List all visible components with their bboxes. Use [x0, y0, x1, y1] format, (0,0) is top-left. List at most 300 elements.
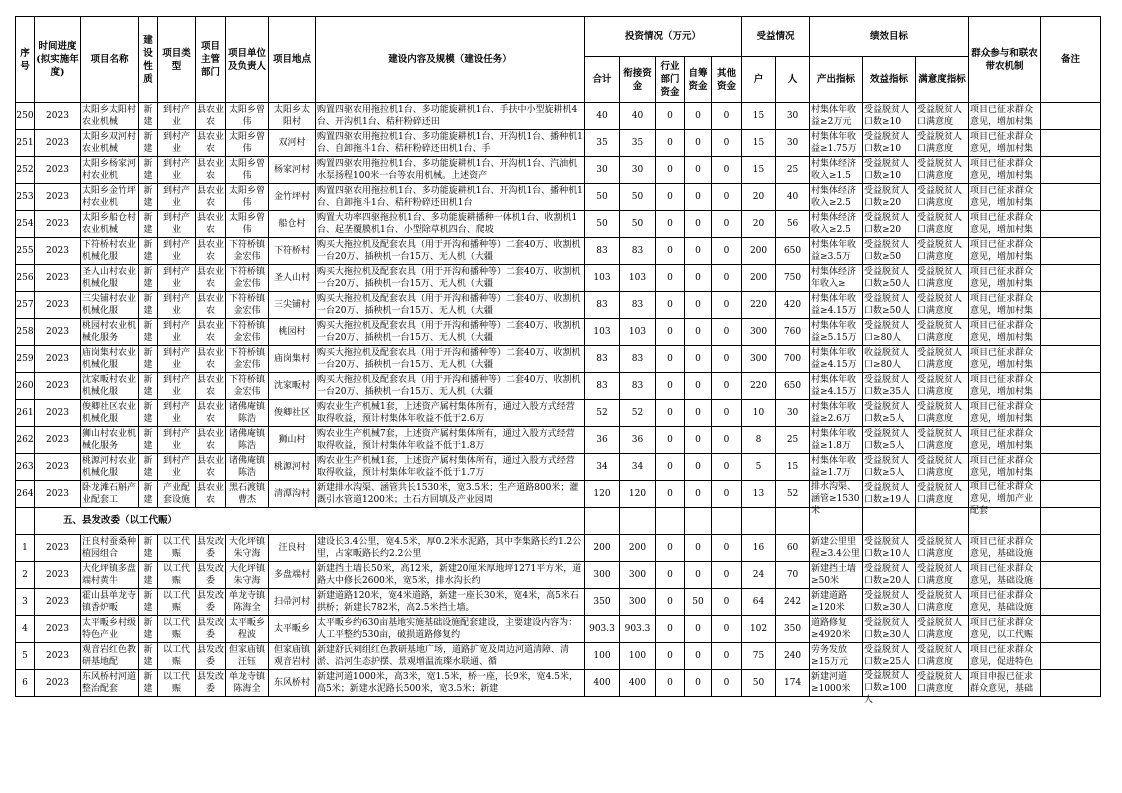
- row-name: 霍山县单龙寺镇香炉畈: [81, 589, 139, 616]
- row-name: 狮山村农业机械化服务: [81, 427, 139, 454]
- row-total: 30: [585, 157, 620, 184]
- row-nature: 新建: [139, 157, 158, 184]
- row-effect: 受益脱贫人口数≥19人: [863, 481, 916, 508]
- header-satisfaction: 满意度指标: [916, 57, 969, 103]
- row-resp: 单龙寺镇陈海全: [226, 670, 269, 697]
- section-title: 五、县发改委（以工代赈）: [35, 508, 585, 535]
- table-row: [16, 427, 1101, 454]
- row-seq: 250: [16, 103, 35, 130]
- row-loc: 狮山村: [269, 427, 316, 454]
- row-seq: 260: [16, 373, 35, 400]
- row-mechanism: 项目已征求群众意见，增加村集: [969, 400, 1041, 427]
- row-resp: 下符桥镇金宏伟: [226, 346, 269, 373]
- row-industry: 0: [656, 481, 685, 508]
- row-self: 0: [685, 400, 712, 427]
- row-resp: 下符桥镇金宏伟: [226, 373, 269, 400]
- row-type: 以工代赈: [158, 670, 196, 697]
- row-dept: 县发改委: [196, 562, 226, 589]
- row-seq: 251: [16, 130, 35, 157]
- section-row: [16, 508, 1101, 535]
- row-name: 太阳乡杨家河村农业机: [81, 157, 139, 184]
- row-seq: 262: [16, 427, 35, 454]
- row-seq: 254: [16, 211, 35, 238]
- row-total: 120: [585, 481, 620, 508]
- table-row: [16, 319, 1101, 346]
- row-other: 0: [712, 616, 742, 643]
- row-other: 0: [712, 373, 742, 400]
- row-satisfaction: 受益脱贫人口满意度: [916, 184, 969, 211]
- row-households: 220: [742, 373, 776, 400]
- row-content: 建设长3.4公里，宽4.5米，厚0.2米水泥路，其中李集路长约1.2公里，占家畈路长约2.2公里: [316, 535, 585, 562]
- row-people: 700: [776, 346, 810, 373]
- row-nature: 新建: [139, 616, 158, 643]
- row-industry: 0: [656, 265, 685, 292]
- row-mechanism: 项目已征求群众意见，促进特色: [969, 643, 1041, 670]
- row-households: 200: [742, 238, 776, 265]
- project-table: [15, 16, 1101, 705]
- row-year: 2023: [35, 670, 81, 697]
- row-direct: 83: [620, 238, 656, 265]
- row-self: 0: [685, 427, 712, 454]
- header-effect: 效益指标: [863, 57, 916, 103]
- row-output: 新建河道≥1000米: [810, 670, 863, 697]
- table-row: [16, 589, 1101, 616]
- section-blank: [656, 508, 685, 535]
- row-households: 15: [742, 103, 776, 130]
- row-satisfaction: 受益脱贫人口满意度: [916, 211, 969, 238]
- header-dept: 项目主管部门: [196, 17, 226, 103]
- row-resp: 下符桥镇金宏伟: [226, 265, 269, 292]
- row-households: 15: [742, 130, 776, 157]
- row-remark: [1041, 454, 1101, 481]
- row-remark: [1041, 292, 1101, 319]
- row-households: 5: [742, 454, 776, 481]
- row-industry: 0: [656, 157, 685, 184]
- row-households: 16: [742, 535, 776, 562]
- row-mechanism: 项目已征求群众意见，基础设施: [969, 562, 1041, 589]
- table-row: [16, 238, 1101, 265]
- row-nature: 新建: [139, 589, 158, 616]
- row-type: 到村产业: [158, 130, 196, 157]
- row-year: 2023: [35, 319, 81, 346]
- row-content: 购置四驱农用拖拉机1台、多功能旋耕机1台、开沟机1台、播种机1台、自卸拖斗1台、秸秆粉碎还田机1台、手: [316, 130, 585, 157]
- row-effect: 受益脱贫人口数≥50人: [863, 265, 916, 292]
- row-remark: [1041, 211, 1101, 238]
- row-satisfaction: 受益脱贫人口满意度: [916, 319, 969, 346]
- row-loc: 太平畈乡: [269, 616, 316, 643]
- row-industry: 0: [656, 346, 685, 373]
- row-type: 到村产业: [158, 292, 196, 319]
- row-people: 174: [776, 670, 810, 697]
- row-seq: 255: [16, 238, 35, 265]
- row-dept: 县农业农: [196, 373, 226, 400]
- row-nature: 新建: [139, 319, 158, 346]
- row-loc: 船仓村: [269, 211, 316, 238]
- row-dept: 县农业农: [196, 292, 226, 319]
- row-effect: 受益脱贫人口数≥30人: [863, 589, 916, 616]
- row-total: 40: [585, 103, 620, 130]
- row-households: 75: [742, 643, 776, 670]
- row-industry: 0: [656, 400, 685, 427]
- row-self: 0: [685, 643, 712, 670]
- row-name: 太阳乡太阳村农业机械: [81, 103, 139, 130]
- row-content: 购农业生产机械7套，上述资产属村集体所有，通过入股方式经营取得收益，预计村集体年收益不低于1.8万: [316, 427, 585, 454]
- row-type: 以工代赈: [158, 616, 196, 643]
- row-direct: 200: [620, 535, 656, 562]
- row-content: 购买大拖拉机及配套农具（用于开沟和播种等）二套40万、收割机一台20万、插秧机一台15万、无人机（大疆: [316, 238, 585, 265]
- row-industry: 0: [656, 427, 685, 454]
- row-effect: 受益脱贫人口数≥10: [863, 130, 916, 157]
- row-industry: 0: [656, 103, 685, 130]
- row-type: 到村产业: [158, 184, 196, 211]
- row-effect: 受益脱贫人口数≥10人: [863, 535, 916, 562]
- row-self: 0: [685, 481, 712, 508]
- row-people: 70: [776, 562, 810, 589]
- row-people: 60: [776, 535, 810, 562]
- header-invest-group: 投资情况（万元）: [585, 17, 742, 57]
- row-satisfaction: 受益脱贫人口满意度: [916, 427, 969, 454]
- row-name: 观音岩红色教研基地配: [81, 643, 139, 670]
- row-loc: 汪良村: [269, 535, 316, 562]
- row-output: 村集体年收益≥1.8万: [810, 427, 863, 454]
- row-output: 村集体年收益≥4.15万: [810, 292, 863, 319]
- row-year: 2023: [35, 643, 81, 670]
- row-remark: [1041, 184, 1101, 211]
- header-total: 合计: [585, 57, 620, 103]
- row-people: 650: [776, 373, 810, 400]
- row-remark: [1041, 130, 1101, 157]
- row-households: 64: [742, 589, 776, 616]
- section-blank: [620, 508, 656, 535]
- row-resp: 单龙寺镇陈海全: [226, 589, 269, 616]
- row-output: 村集体年收益≥1.75万: [810, 130, 863, 157]
- row-remark: [1041, 481, 1101, 508]
- row-dept: 县农业农: [196, 400, 226, 427]
- section-blank: [585, 508, 620, 535]
- row-effect: 收益脱贫人口≥80人: [863, 346, 916, 373]
- row-dept: 县农业农: [196, 130, 226, 157]
- table-row: [16, 481, 1101, 508]
- row-output: 新建挡土墙≥50米: [810, 562, 863, 589]
- row-resp: 但家庙镇汪钰: [226, 643, 269, 670]
- row-total: 103: [585, 265, 620, 292]
- row-total: 350: [585, 589, 620, 616]
- row-resp: 诸佛庵镇陈浩: [226, 454, 269, 481]
- row-self: 0: [685, 184, 712, 211]
- row-effect: 受益脱贫人口数≥50: [863, 238, 916, 265]
- row-nature: 新建: [139, 400, 158, 427]
- row-nature: 新建: [139, 643, 158, 670]
- row-seq: 259: [16, 346, 35, 373]
- row-nature: 新建: [139, 562, 158, 589]
- row-self: 0: [685, 211, 712, 238]
- row-remark: [1041, 427, 1101, 454]
- row-industry: 0: [656, 184, 685, 211]
- row-remark: [1041, 346, 1101, 373]
- header-name: 项目名称: [81, 17, 139, 103]
- row-effect: 受益脱贫人口数≥5人: [863, 400, 916, 427]
- row-total: 52: [585, 400, 620, 427]
- row-name: 三尖铺村农业机械化服: [81, 292, 139, 319]
- row-people: 30: [776, 400, 810, 427]
- row-dept: 县农业农: [196, 184, 226, 211]
- row-name: 桃源河村农业机械化服: [81, 454, 139, 481]
- row-people: 40: [776, 184, 810, 211]
- row-remark: [1041, 400, 1101, 427]
- row-satisfaction: 受益脱贫人口满意度: [916, 643, 969, 670]
- row-output: 村集体经济收入≥2.5: [810, 184, 863, 211]
- row-households: 10: [742, 400, 776, 427]
- table-row: [16, 103, 1101, 130]
- row-name: 太平畈乡村级特色产业: [81, 616, 139, 643]
- row-people: 56: [776, 211, 810, 238]
- row-other: 0: [712, 211, 742, 238]
- row-output: 排水沟渠、涵管≥1530米: [810, 481, 863, 508]
- row-satisfaction: 受益脱贫人口满意度: [916, 562, 969, 589]
- row-year: 2023: [35, 103, 81, 130]
- row-seq: 6: [16, 670, 35, 697]
- row-content: 购农业生产机械1套，上述资产属村集体所有，通过入股方式经营取得收益，预计村集体年收益不低于2.6万: [316, 400, 585, 427]
- row-name: 太阳乡船仓村农业机械: [81, 211, 139, 238]
- row-self: 0: [685, 103, 712, 130]
- row-loc: 下符桥村: [269, 238, 316, 265]
- table-row: [16, 643, 1101, 670]
- row-people: 15: [776, 454, 810, 481]
- row-year: 2023: [35, 454, 81, 481]
- row-loc: 圣人山村: [269, 265, 316, 292]
- header-industry: 行业部门资金: [656, 57, 685, 103]
- row-loc: 太阳乡太阳村: [269, 103, 316, 130]
- row-people: 30: [776, 103, 810, 130]
- row-year: 2023: [35, 616, 81, 643]
- project-table-sheet: [15, 16, 1100, 705]
- header-mechanism: 群众参与和联农带农机制: [969, 17, 1041, 103]
- row-seq: 263: [16, 454, 35, 481]
- row-dept: 县农业农: [196, 319, 226, 346]
- row-satisfaction: 受益脱贫人口满意度: [916, 103, 969, 130]
- row-name: 太阳乡金竹坪村农业机: [81, 184, 139, 211]
- row-industry: 0: [656, 130, 685, 157]
- row-loc: 东风桥村: [269, 670, 316, 697]
- row-industry: 0: [656, 643, 685, 670]
- row-year: 2023: [35, 292, 81, 319]
- header-year: 时间进度(拟实施年度): [35, 17, 81, 103]
- row-direct: 400: [620, 670, 656, 697]
- row-industry: 0: [656, 670, 685, 697]
- row-self: 0: [685, 346, 712, 373]
- row-mechanism: 项目已征求群众意见，增加村集: [969, 427, 1041, 454]
- row-total: 103: [585, 319, 620, 346]
- row-loc: 但家庙镇观音岩村: [269, 643, 316, 670]
- row-satisfaction: 受益脱贫人口满意度: [916, 265, 969, 292]
- table-row: [16, 616, 1101, 643]
- row-direct: 103: [620, 319, 656, 346]
- row-people: 420: [776, 292, 810, 319]
- row-mechanism: 项目已征求群众意见，增加村集: [969, 130, 1041, 157]
- row-mechanism: 项目已征求群众意见，增加村集: [969, 184, 1041, 211]
- row-satisfaction: 受益脱贫人口满意度: [916, 373, 969, 400]
- row-mechanism: 项目已征求群众意见，增加村集: [969, 454, 1041, 481]
- row-type: 到村产业: [158, 103, 196, 130]
- row-self: 0: [685, 616, 712, 643]
- row-other: 0: [712, 130, 742, 157]
- row-households: 13: [742, 481, 776, 508]
- row-remark: [1041, 616, 1101, 643]
- row-type: 到村产业: [158, 319, 196, 346]
- row-direct: 903.3: [620, 616, 656, 643]
- row-satisfaction: 受益脱贫人口满意度: [916, 400, 969, 427]
- row-resp: 太阳乡曾伟: [226, 103, 269, 130]
- table-row: [16, 400, 1101, 427]
- row-total: 400: [585, 670, 620, 697]
- row-seq: 3: [16, 589, 35, 616]
- row-loc: 扫帚河村: [269, 589, 316, 616]
- row-name: 东风桥村河道整治配套: [81, 670, 139, 697]
- row-satisfaction: 受益脱贫人口满意度: [916, 130, 969, 157]
- row-resp: 太阳乡曾伟: [226, 211, 269, 238]
- row-other: 0: [712, 103, 742, 130]
- row-remark: [1041, 373, 1101, 400]
- row-other: 0: [712, 184, 742, 211]
- row-total: 83: [585, 346, 620, 373]
- row-people: 650: [776, 238, 810, 265]
- row-self: 0: [685, 292, 712, 319]
- row-self: 0: [685, 535, 712, 562]
- row-remark: [1041, 238, 1101, 265]
- row-content: 新建道路120米，宽4米道路，新建一座长30米，宽4米，高5米石拱桥；新建长782米，高2.5米挡土墙。: [316, 589, 585, 616]
- row-other: 0: [712, 319, 742, 346]
- row-seq: 256: [16, 265, 35, 292]
- row-output: 劳务发放≥15万元: [810, 643, 863, 670]
- row-output: 村集体经济年收入≥: [810, 265, 863, 292]
- row-total: 300: [585, 562, 620, 589]
- row-year: 2023: [35, 481, 81, 508]
- row-nature: 新建: [139, 535, 158, 562]
- row-nature: 新建: [139, 238, 158, 265]
- row-households: 20: [742, 184, 776, 211]
- header-type: 项目类型: [158, 17, 196, 103]
- row-type: 到村产业: [158, 211, 196, 238]
- row-direct: 103: [620, 265, 656, 292]
- row-total: 36: [585, 427, 620, 454]
- row-content: 太平畈乡约630亩基地实施基础设施配套建设，主要建设内容为：人工平整约530亩，破损道路修复约: [316, 616, 585, 643]
- row-self: 0: [685, 238, 712, 265]
- row-seq: 253: [16, 184, 35, 211]
- row-content: 购置四驱农用拖拉机1台、多功能旋耕机1台、手扶中小型旋耕机4台、开沟机1台、秸秆粉碎还田: [316, 103, 585, 130]
- header-resp: 项目单位及负责人: [226, 17, 269, 103]
- row-direct: 120: [620, 481, 656, 508]
- section-blank: [863, 508, 916, 535]
- row-people: 25: [776, 157, 810, 184]
- row-mechanism: 项目已征求群众意见，增加村集: [969, 157, 1041, 184]
- row-households: 24: [742, 562, 776, 589]
- header-perf-group: 绩效目标: [810, 17, 969, 57]
- row-dept: 县发改委: [196, 670, 226, 697]
- row-name: 俊卿社区农业机械化服: [81, 400, 139, 427]
- section-blank: [16, 508, 35, 535]
- row-total: 200: [585, 535, 620, 562]
- row-industry: 0: [656, 616, 685, 643]
- row-people: 240: [776, 643, 810, 670]
- row-resp: 大化坪镇朱守海: [226, 562, 269, 589]
- row-households: 300: [742, 319, 776, 346]
- row-self: 0: [685, 373, 712, 400]
- row-other: 0: [712, 670, 742, 697]
- row-effect: 受益脱贫人口≥80人: [863, 319, 916, 346]
- row-direct: 50: [620, 211, 656, 238]
- row-year: 2023: [35, 130, 81, 157]
- row-direct: 83: [620, 292, 656, 319]
- row-mechanism: 项目已征求群众意见，基础设施: [969, 589, 1041, 616]
- row-content: 新建河道1000米，高3米，宽1.5米，桥一座，长9米，宽4.5米，高5米；新建水泥路长500米，宽3.5米；新建: [316, 670, 585, 697]
- row-people: 242: [776, 589, 810, 616]
- row-mechanism: 项目已征求群众意见，增加村集: [969, 103, 1041, 130]
- row-satisfaction: 受益脱贫人口满意度: [916, 616, 969, 643]
- row-content: 购置四驱农用拖拉机1台、多功能旋耕机1台、开沟机1台、汽油机水泵扬程100米一台等农用机械。上述资产: [316, 157, 585, 184]
- header-people: 人: [776, 57, 810, 103]
- row-households: 15: [742, 157, 776, 184]
- row-mechanism: 项目已征求群众意见，增加村集: [969, 211, 1041, 238]
- row-total: 83: [585, 292, 620, 319]
- row-people: 25: [776, 427, 810, 454]
- row-year: 2023: [35, 157, 81, 184]
- row-resp: 太阳乡曾伟: [226, 184, 269, 211]
- row-year: 2023: [35, 211, 81, 238]
- row-year: 2023: [35, 400, 81, 427]
- row-remark: [1041, 670, 1101, 697]
- row-dept: 县发改委: [196, 589, 226, 616]
- row-people: 760: [776, 319, 810, 346]
- row-satisfaction: 受益脱贫人口满意度: [916, 535, 969, 562]
- row-type: 到村产业: [158, 238, 196, 265]
- row-satisfaction: 受益脱贫人口满意度: [916, 589, 969, 616]
- row-industry: 0: [656, 238, 685, 265]
- row-resp: 太平畈乡程波: [226, 616, 269, 643]
- row-industry: 0: [656, 292, 685, 319]
- row-nature: 新建: [139, 427, 158, 454]
- row-remark: [1041, 157, 1101, 184]
- row-loc: 沈家畈村: [269, 373, 316, 400]
- row-industry: 0: [656, 373, 685, 400]
- row-type: 到村产业: [158, 157, 196, 184]
- row-people: 350: [776, 616, 810, 643]
- row-dept: 县农业农: [196, 481, 226, 508]
- row-households: 200: [742, 265, 776, 292]
- row-year: 2023: [35, 373, 81, 400]
- row-type: 到村产业: [158, 427, 196, 454]
- row-remark: [1041, 535, 1101, 562]
- row-type: 以工代赈: [158, 589, 196, 616]
- row-effect: 受益脱贫人口数≥5人: [863, 454, 916, 481]
- row-year: 2023: [35, 184, 81, 211]
- row-resp: 诸佛庵镇陈浩: [226, 427, 269, 454]
- row-content: 购买大拖拉机及配套农具（用于开沟和播种等）二套40万、收割机一台20万、插秧机一台15万、无人机（大疆: [316, 346, 585, 373]
- row-effect: 受益脱贫人口数≥10: [863, 103, 916, 130]
- row-type: 以工代赈: [158, 562, 196, 589]
- row-content: 购买大拖拉机及配套农具（用于开沟和播种等）二套40万、收割机一台20万、插秧机一台15万、无人机（大疆: [316, 265, 585, 292]
- row-name: 沈家畈村农业机械化服: [81, 373, 139, 400]
- row-self: 0: [685, 265, 712, 292]
- row-direct: 30: [620, 157, 656, 184]
- row-output: 村集体经济收入≥1.5: [810, 157, 863, 184]
- section-blank: [685, 508, 712, 535]
- header-seq: 序号: [16, 17, 35, 103]
- row-satisfaction: 受益脱贫人口满意度: [916, 238, 969, 265]
- row-direct: 83: [620, 373, 656, 400]
- table-body: [16, 103, 1101, 705]
- row-effect: 受益脱贫人口数≥25人: [863, 643, 916, 670]
- row-self: 0: [685, 670, 712, 697]
